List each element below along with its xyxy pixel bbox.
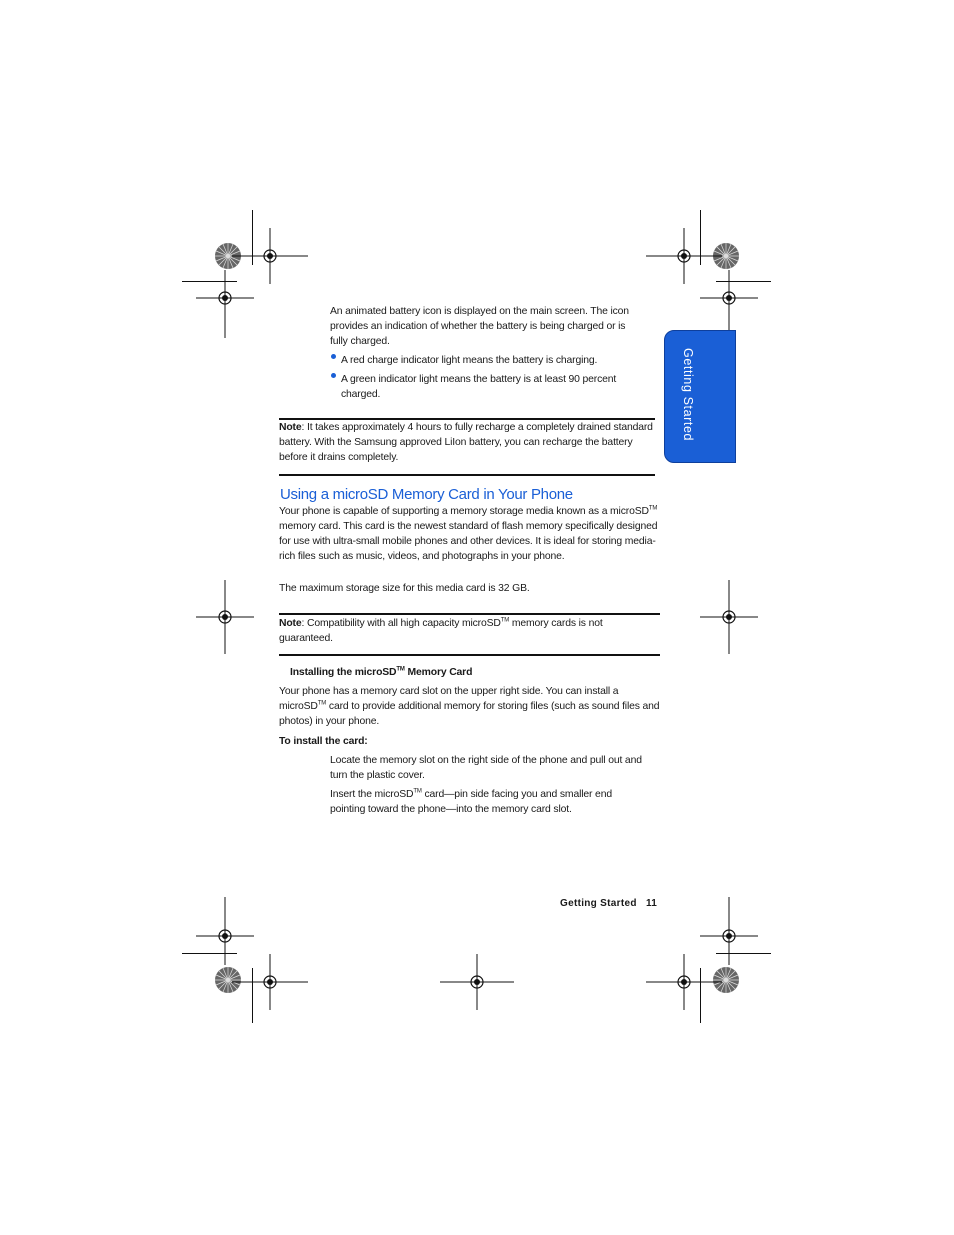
crosshair-mark-icon: [700, 580, 758, 654]
trademark-symbol: TM: [317, 700, 327, 707]
crosshair-mark-icon: [646, 954, 722, 1010]
crosshair-mark-icon: [700, 270, 758, 338]
bullet-icon: [331, 373, 336, 378]
note-compatibility: Note: Compatibility with all high capacity microSD™ memory cards is not guaranteed.: [279, 617, 603, 644]
battery-intro: An animated battery icon is displayed on the main screen. The icon provides an indication of whether the battery is being charged or is fully charged.: [330, 306, 629, 347]
subsection-heading: Installing the microSD™ Memory Card: [290, 666, 473, 678]
chapter-tab-label: Getting Started: [681, 348, 695, 442]
note-top-rule: [279, 613, 660, 615]
bullet-icon: [331, 354, 336, 359]
bullet-item: A green indicator light means the battery is at least 90 percent charged.: [341, 374, 617, 400]
note-label: Note: [279, 422, 302, 433]
footer-section-name: Getting Started: [560, 898, 637, 909]
crosshair-mark-icon: [196, 580, 254, 654]
crosshair-mark-icon: [440, 954, 514, 1010]
trademark-symbol: TM: [648, 505, 658, 512]
section-heading: Using a microSD Memory Card in Your Phone: [280, 486, 573, 503]
note-label: Note: [279, 618, 302, 629]
note-bottom-rule: [279, 474, 655, 476]
procedure-step: Locate the memory slot on the right side of the phone and pull out and turn the plastic cover.: [330, 755, 642, 781]
section-paragraph: Your phone is capable of supporting a memory storage media known as a microSD™ memory card. This card is the newest standard of flash memory specifically designed for use with ultra-small mobile phones and other devices. It is ideal for storing media-rich files such as music, videos, and photographs in your phone.: [279, 505, 658, 562]
procedure-step: Insert the microSD™ card—pin side facing you and smaller end pointing toward the phone—into the memory card slot.: [330, 788, 612, 815]
chapter-tab: [664, 330, 736, 463]
page-number: 11: [646, 898, 658, 909]
trademark-symbol: TM: [500, 617, 510, 624]
trademark-symbol: TM: [396, 666, 405, 673]
note-battery: [279, 420, 657, 465]
storage-size-text: The maximum storage size for this media card is 32 GB.: [279, 583, 530, 594]
procedure-label: To install the card:: [279, 736, 368, 747]
bullet-item: A red charge indicator light means the battery is charging.: [341, 355, 598, 366]
trademark-symbol: TM: [413, 788, 422, 795]
crosshair-mark-icon: [232, 954, 308, 1010]
subsection-paragraph: Your phone has a memory card slot on the upper right side. You can install a microSD™ card to provide additional memory for storing files (such as sound files and photos) in your phone.: [279, 686, 660, 727]
crosshair-mark-icon: [196, 270, 254, 338]
note-bottom-rule: [279, 654, 660, 656]
note-text: : It takes approximately 4 hours to fully recharge a completely drained standard battery. With the Samsung approved LiIon battery, you can recharge the battery before it drains completely.: [279, 422, 653, 463]
